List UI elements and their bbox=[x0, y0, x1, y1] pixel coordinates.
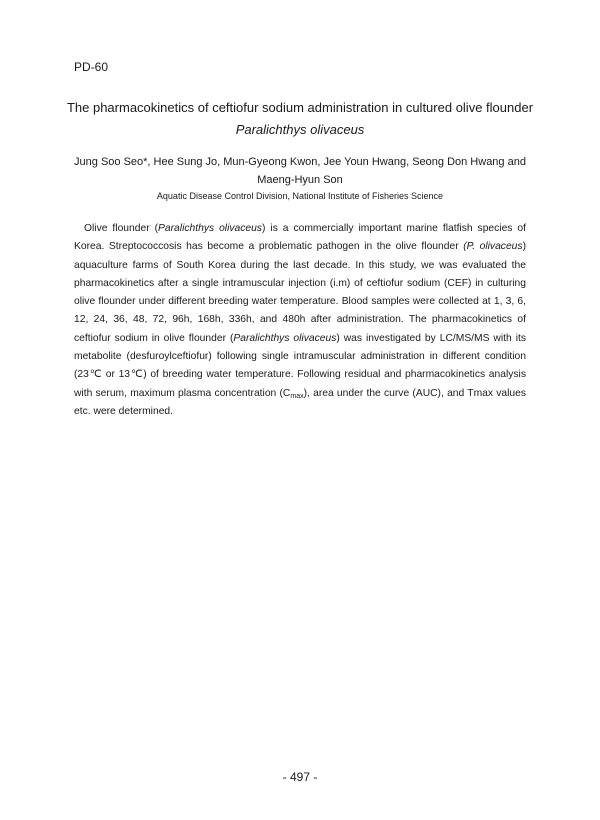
page-number: - 497 - bbox=[282, 770, 318, 784]
species-name: Paralichthys olivaceus bbox=[158, 223, 263, 234]
species-abbrev: (P. olivaceus bbox=[463, 241, 523, 253]
cmax-subscript: max bbox=[290, 392, 304, 400]
abstract-text: Olive flounder ( bbox=[84, 223, 159, 234]
abstract-text: ) is a commercially important marine flatfish species of Korea. Streptococcosis has become a problematic pathogen in the olive flounder bbox=[74, 223, 527, 253]
author-list bbox=[60, 153, 540, 189]
abstract-text: ) aquaculture farms of South Korea during the last decade. In this study, we was evaluated the pharmacokinetics after a single intramuscular injection (i.m) of ceftiofur sodium (CEF) in culturing olive flounder under different breeding water temperature. Blood samples were collected at 1, 3, 6, 12, 24, 36, 48, 72, 96h, 168h, 336h, and 480h after administration. The pharmacokinetics of ceftiofur sodium in olive flounder ( bbox=[74, 241, 526, 344]
authors-line-2: Maeng-Hyun Son bbox=[257, 174, 343, 186]
abstract bbox=[74, 220, 526, 421]
species-name: Paralichthys olivaceus bbox=[233, 332, 337, 344]
paper-title bbox=[40, 97, 560, 141]
abstract-text: ) was investigated by LC/MS/MS with its metabolite (desfuroylceftiofur) following single intramuscular administration in different condition (23℃ or 13℃) of breeding water temperature. Following residual and pharmacokinetics analysis with serum, maximum plasma concentration (C bbox=[74, 332, 526, 399]
authors-line-1: Jung Soo Seo*, Hee Sung Jo, Mun-Gyeong Kwon, Jee Youn Hwang, Seong Don Hwang and bbox=[74, 156, 526, 168]
affiliation: Aquatic Disease Control Division, National Institute of Fisheries Science bbox=[156, 191, 444, 201]
abstract-text: ), area under the curve (AUC), and Tmax values etc. were determined. bbox=[74, 387, 526, 417]
abstract-paragraph bbox=[74, 220, 526, 421]
title-species: Paralichthys olivaceus bbox=[235, 122, 365, 137]
session-code: PD-60 bbox=[74, 60, 109, 74]
title-line-1: The pharmacokinetics of ceftiofur sodium administration in cultured olive flounder bbox=[66, 100, 534, 115]
